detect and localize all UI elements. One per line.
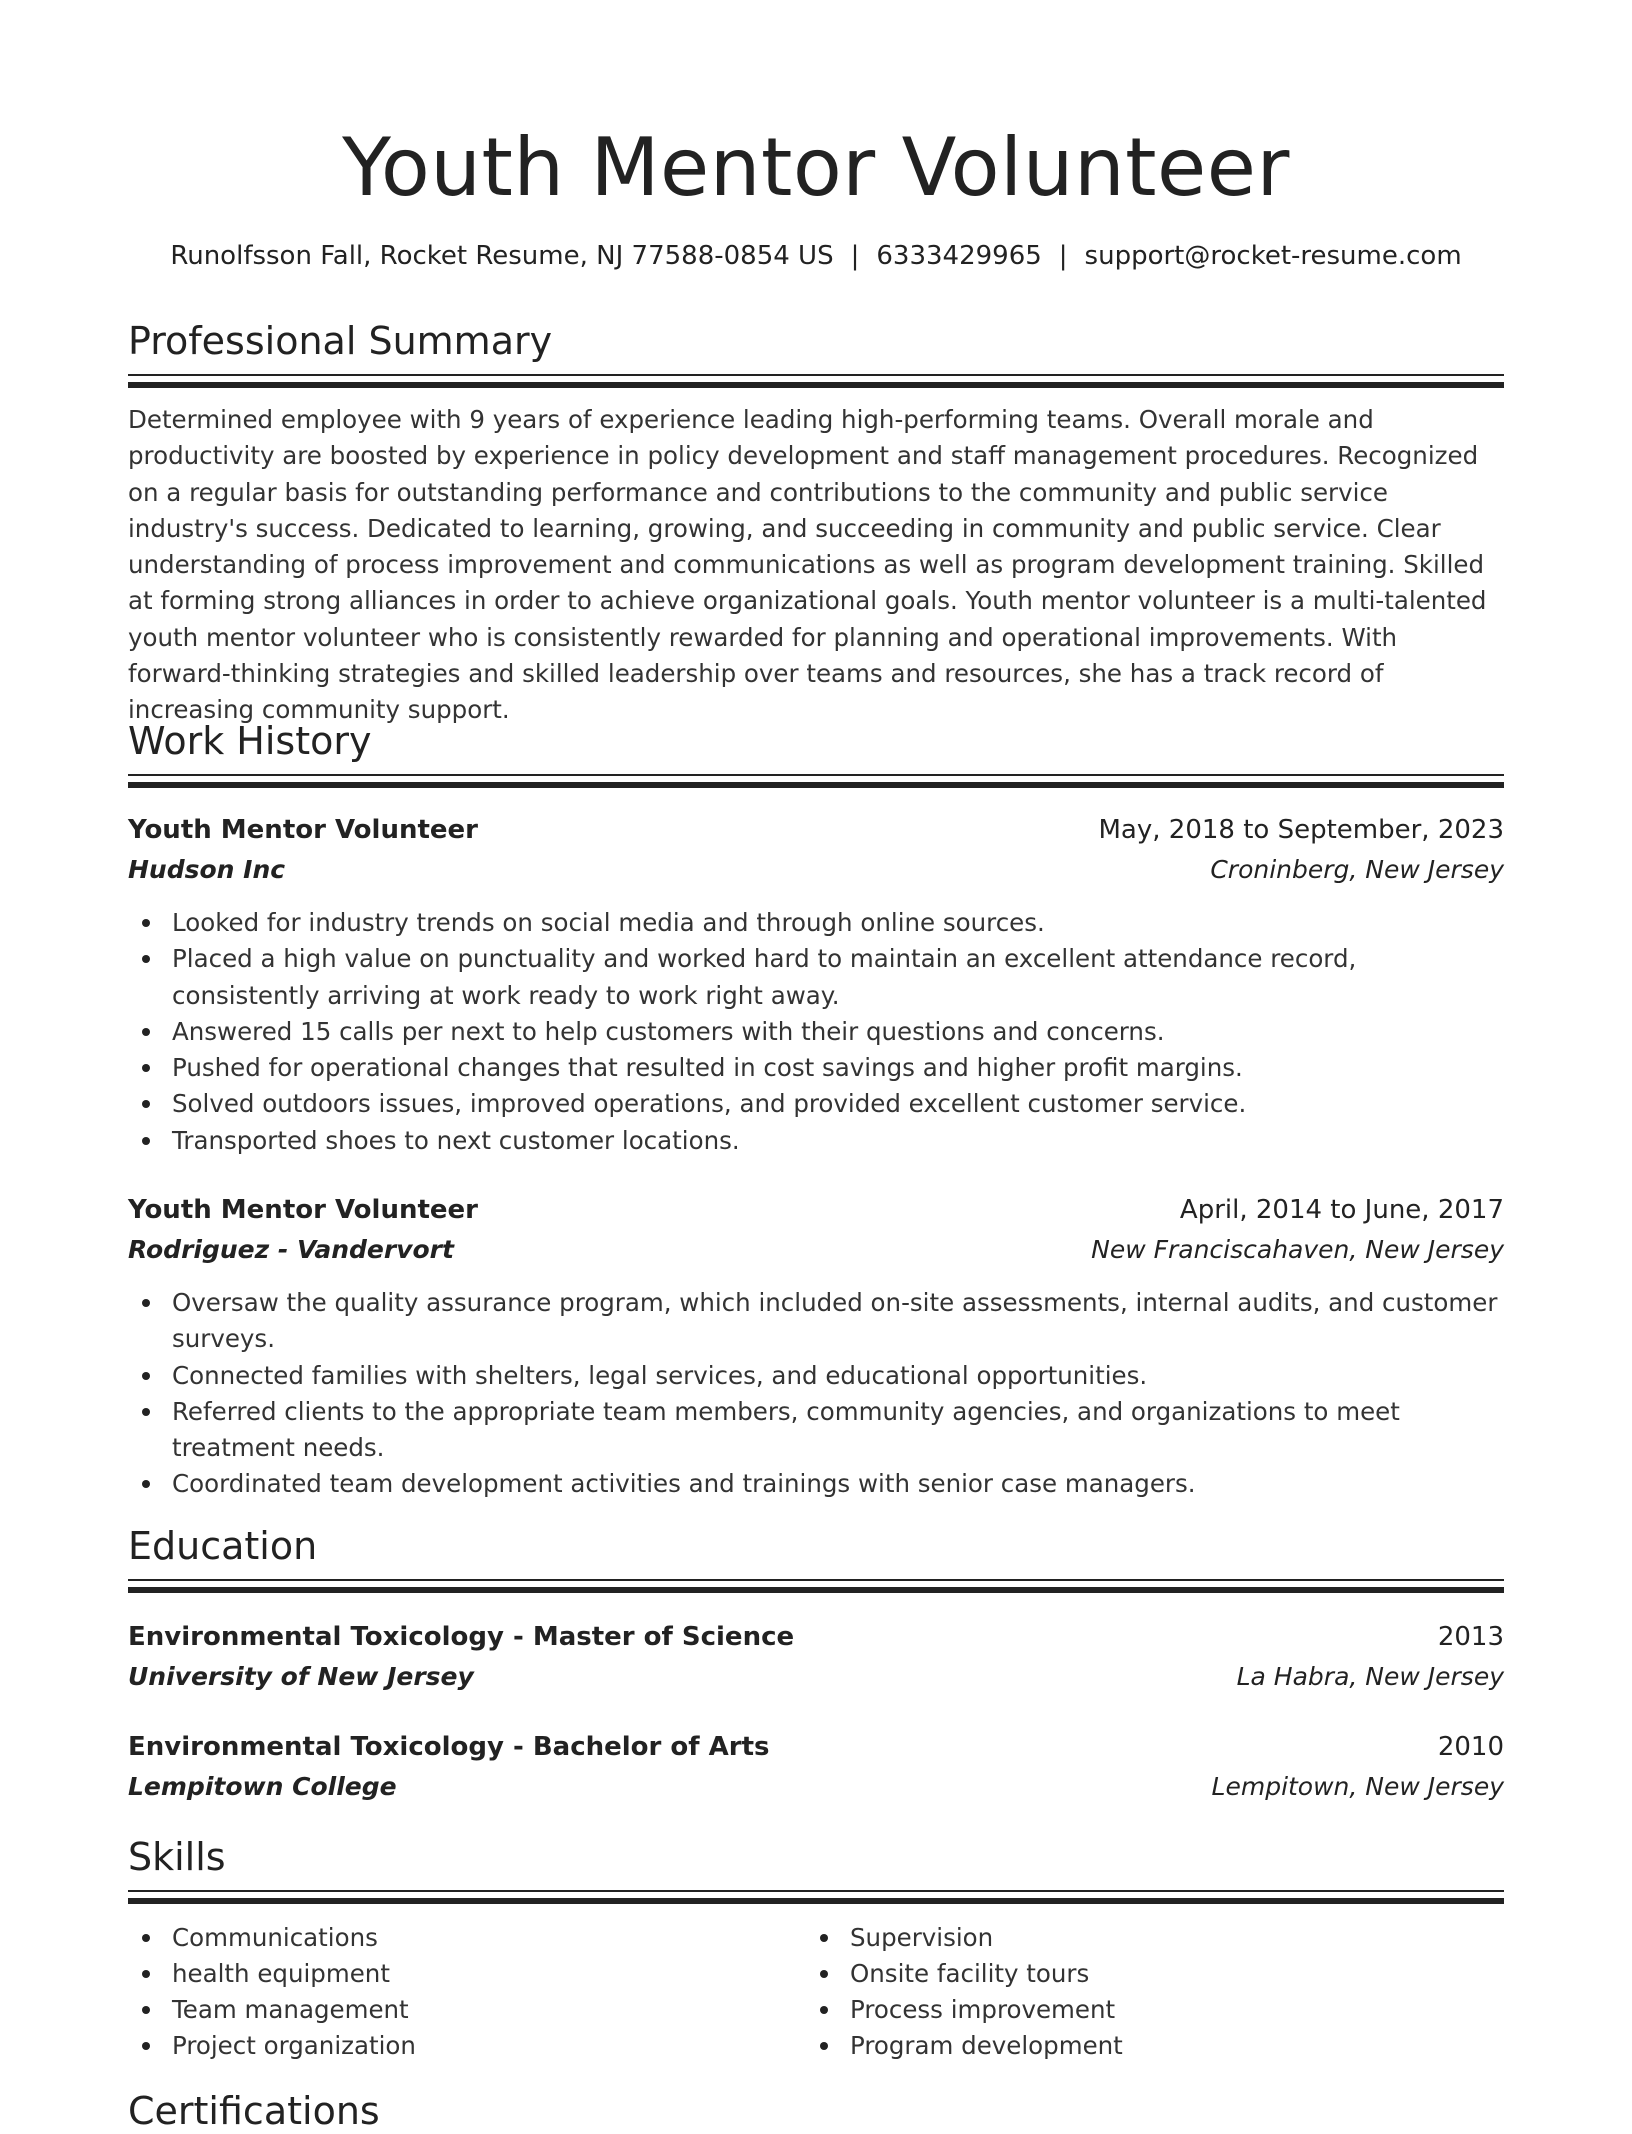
job-bullets (128, 1285, 1504, 1503)
section-title-work: Work History (128, 719, 372, 763)
job-location: Croninberg, New Jersey (1210, 855, 1504, 884)
education-entry (128, 1617, 1504, 1697)
contact-email[interactable]: support@rocket-resume.com (1084, 241, 1462, 271)
contact-separator: | (850, 241, 860, 271)
skills-list-right (806, 1920, 1426, 2064)
contact-phone: 6333429965 (876, 241, 1042, 271)
bullet-icon (142, 1934, 150, 1942)
bullet-icon (142, 1408, 150, 1416)
section-title-summary: Professional Summary (128, 319, 553, 363)
section-divider (128, 774, 1504, 788)
degree-title: Environmental Toxicology - Bachelor of Arts (128, 1732, 770, 1762)
list-item: Pushed for operational changes that resulted in cost savings and higher profit margins. (128, 1050, 1504, 1086)
bullet-icon (142, 919, 150, 927)
bullet-icon (142, 2042, 150, 2050)
school-location: La Habra, New Jersey (1236, 1662, 1504, 1691)
summary-text: Determined employee with 9 years of experience leading high-performing teams. Overall morale and productivity are boosted by experience in policy development and staff management procedures. Recognized on a regular basis for outstanding performance and contributions to the community and public service industry's success. Dedicated to learning, growing, and succeeding in community and public service. Clear understanding of process improvement and communications as well as program development training. Skilled at forming strong alliances in order to achieve organizational goals. Youth mentor volunteer is a multi-talented youth mentor volunteer who is consistently rewarded for planning and operational improvements. With forward-thinking strategies and skilled leadership over teams and resources, she has a track record of increasing community support. (128, 405, 1487, 725)
list-item: Placed a high value on punctuality and worked hard to maintain an excellent attendance record, consistently arriving at work ready to work right away. (128, 941, 1504, 1014)
degree-year: 2010 (1437, 1732, 1504, 1762)
list-item: Coordinated team development activities and trainings with senior case managers. (128, 1466, 1504, 1502)
list-item: Connected families with shelters, legal services, and educational opportunities. (128, 1358, 1504, 1394)
bullet-icon (142, 1100, 150, 1108)
degree-year: 2013 (1437, 1622, 1504, 1652)
contact-address: Runolfsson Fall, Rocket Resume, NJ 77588-0854 US (170, 241, 834, 271)
job-title: Youth Mentor Volunteer (128, 815, 478, 845)
skill-item: health equipment (128, 1956, 748, 1992)
candidate-name: Youth Mentor Volunteer (342, 121, 1290, 214)
school-location: Lempitown, New Jersey (1211, 1772, 1504, 1801)
skill-item: Supervision (806, 1920, 1426, 1956)
bullet-icon (142, 1028, 150, 1036)
list-item: Answered 15 calls per next to help customers with their questions and concerns. (128, 1014, 1504, 1050)
education-entry (128, 1727, 1504, 1807)
skill-item: Program development (806, 2028, 1426, 2064)
bullet-icon (142, 1970, 150, 1978)
degree-title: Environmental Toxicology - Master of Science (128, 1622, 795, 1652)
list-item: Looked for industry trends on social media and through online sources. (128, 905, 1504, 941)
bullet-icon (142, 2006, 150, 2014)
section-title-education: Education (128, 1524, 318, 1568)
list-item: Solved outdoors issues, improved operations, and provided excellent customer service. (128, 1086, 1504, 1122)
job-title: Youth Mentor Volunteer (128, 1195, 478, 1225)
section-divider (128, 374, 1504, 388)
section-title-certifications: Certifications (128, 2089, 380, 2133)
section-divider (128, 1890, 1504, 1904)
section-divider (128, 1579, 1504, 1593)
bullet-icon (820, 1970, 828, 1978)
skills-list-left (128, 1920, 748, 2064)
job-company: Hudson Inc (128, 855, 286, 884)
job-dates: April, 2014 to June, 2017 (1179, 1195, 1504, 1225)
bullet-icon (142, 1299, 150, 1307)
job-bullets (128, 905, 1504, 1159)
contact-separator: | (1058, 241, 1068, 271)
bullet-icon (142, 1372, 150, 1380)
skill-item: Project organization (128, 2028, 748, 2064)
bullet-icon (142, 1137, 150, 1145)
school-name: University of New Jersey (128, 1662, 474, 1691)
bullet-icon (820, 2006, 828, 2014)
bullet-icon (142, 955, 150, 963)
job-header (128, 1190, 1504, 1270)
list-item: Referred clients to the appropriate team members, community agencies, and organizations to meet treatment needs. (128, 1394, 1504, 1467)
school-name: Lempitown College (128, 1772, 397, 1801)
job-company: Rodriguez - Vandervort (128, 1235, 454, 1264)
bullet-icon (142, 1480, 150, 1488)
job-dates: May, 2018 to September, 2023 (1098, 815, 1504, 845)
section-title-skills: Skills (128, 1835, 226, 1879)
bullet-icon (142, 1064, 150, 1072)
skill-item: Team management (128, 1992, 748, 2028)
skill-item: Communications (128, 1920, 748, 1956)
list-item: Oversaw the quality assurance program, which included on-site assessments, internal audits, and customer surveys. (128, 1285, 1504, 1358)
bullet-icon (820, 2042, 828, 2050)
list-item: Transported shoes to next customer locations. (128, 1123, 1504, 1159)
contact-line (128, 238, 1504, 274)
skill-item: Process improvement (806, 1992, 1426, 2028)
job-header (128, 810, 1504, 890)
skill-item: Onsite facility tours (806, 1956, 1426, 1992)
bullet-icon (820, 1934, 828, 1942)
job-location: New Franciscahaven, New Jersey (1091, 1235, 1504, 1264)
